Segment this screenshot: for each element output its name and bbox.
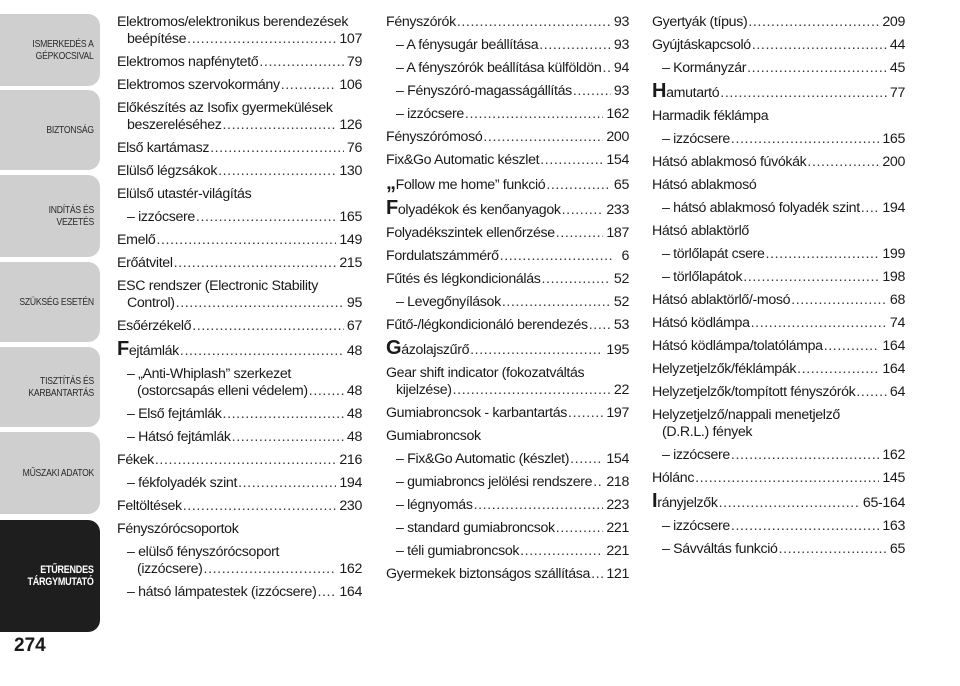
index-page-ref[interactable]: 187 — [606, 225, 629, 241]
index-entry — [117, 366, 362, 400]
index-entry — [117, 100, 362, 134]
leader-dots — [176, 295, 344, 312]
leader-dots — [500, 248, 612, 265]
index-page-ref[interactable]: 165 — [882, 131, 905, 147]
index-entry-text: Helyzetjelző/nappali menetjelző — [652, 407, 840, 423]
leader-dots — [731, 447, 879, 464]
index-entry — [652, 246, 905, 263]
index-entry — [117, 318, 362, 335]
index-entry-text: (ostorcsapás elleni védelem) — [137, 383, 308, 399]
index-entry-text: Hátsó ablaktörlő/-mosó — [652, 292, 791, 308]
leader-dots — [556, 520, 604, 537]
index-entry — [652, 407, 905, 441]
index-page-ref[interactable]: 53 — [613, 317, 629, 333]
index-page-ref[interactable]: 48 — [346, 383, 362, 399]
index-entry-text: kijelzése) — [396, 382, 452, 398]
index-entry-text: – fékfolyadék szint — [127, 475, 238, 491]
index-page-ref[interactable]: 154 — [606, 451, 629, 467]
index-entry — [386, 566, 629, 583]
index-page-ref[interactable]: 6 — [621, 248, 629, 264]
index-entry — [117, 54, 362, 71]
index-entry — [386, 405, 629, 422]
leader-dots — [238, 475, 336, 492]
index-entry — [652, 223, 905, 240]
leader-dots — [856, 384, 887, 401]
index-entry — [117, 429, 362, 446]
index-entry-text: Hátsó ablakmosó — [652, 177, 757, 193]
index-page-ref[interactable]: 164 — [882, 338, 905, 354]
index-entry — [386, 474, 629, 491]
index-entry-text: (izzócsere) — [137, 561, 203, 577]
index-entry-text: – A fényszórók beállítása külföldön — [396, 60, 602, 76]
index-entry-heading: Folyadékok és kenőanyagok — [386, 197, 561, 219]
chapter-tab-6[interactable] — [0, 432, 100, 514]
index-entry-text: Gyertyák (típus) — [652, 14, 748, 30]
chapter-tab-4[interactable] — [0, 262, 100, 342]
leader-dots — [210, 140, 344, 157]
index-entry — [117, 77, 362, 94]
index-entry-text: Gear shift indicator (fokozatváltás — [386, 365, 585, 381]
index-entry — [117, 140, 362, 157]
chapter-tab-5[interactable] — [0, 347, 100, 427]
index-entry-text: Folyadékszintek ellenőrzése — [386, 225, 555, 241]
leader-dots — [602, 60, 610, 77]
leader-dots — [591, 566, 603, 583]
index-entry-text: Esőérzékelő — [117, 318, 192, 334]
leader-dots — [542, 271, 611, 288]
index-entry — [117, 584, 362, 601]
index-page-ref[interactable]: 200 — [882, 154, 905, 170]
index-page-ref[interactable]: 94 — [613, 60, 629, 76]
index-page-ref[interactable]: 106 — [339, 77, 362, 93]
leader-dots — [807, 154, 879, 171]
index-page-ref[interactable]: 121 — [606, 566, 629, 582]
index-entry-text: – légnyomás — [396, 497, 473, 513]
index-entry-text: – standard gumiabroncsok — [396, 520, 555, 536]
index-page-ref[interactable]: 199 — [882, 246, 905, 262]
index-entry-heading: Irányjelzők — [652, 490, 718, 512]
index-entry — [117, 452, 362, 469]
leader-dots — [204, 561, 337, 578]
leader-dots — [824, 338, 880, 355]
chapter-tab-label: TISZTÍTÁS ÉS KARBANTARTÁS — [28, 375, 94, 399]
leader-dots — [751, 315, 887, 332]
index-entry — [386, 451, 629, 468]
index-entry — [386, 248, 629, 265]
index-entry — [386, 497, 629, 514]
index-page-ref[interactable]: 230 — [339, 498, 362, 514]
index-page-ref[interactable]: 48 — [346, 429, 362, 445]
index-entry-text: Feltöltések — [117, 498, 182, 514]
leader-dots — [223, 406, 344, 423]
index-entry — [652, 338, 905, 355]
index-page-ref[interactable]: 164 — [882, 361, 905, 377]
index-entry-text: Emelő — [117, 232, 156, 248]
index-entry-text: Harmadik féklámpa — [652, 108, 769, 124]
leader-dots — [474, 497, 604, 514]
index-page-ref[interactable]: 52 — [613, 271, 629, 287]
leader-dots — [317, 584, 336, 601]
index-entry-heading: Fejtámlák — [117, 338, 179, 360]
index-entry — [386, 83, 629, 100]
index-page-ref[interactable]: 149 — [339, 232, 362, 248]
leader-dots — [540, 152, 603, 169]
leader-dots — [731, 518, 879, 535]
page-number: 274 — [14, 635, 46, 656]
index-page-ref[interactable]: 130 — [339, 163, 362, 179]
index-entry — [117, 475, 362, 492]
leader-dots — [218, 163, 336, 180]
leader-dots — [791, 292, 887, 309]
leader-dots — [309, 383, 344, 400]
index-page-ref[interactable]: 154 — [606, 152, 629, 168]
index-entry — [386, 365, 629, 399]
leader-dots — [155, 452, 336, 469]
index-page-ref[interactable]: 95 — [346, 295, 362, 311]
index-entry — [386, 337, 629, 359]
index-entry — [652, 154, 905, 171]
index-entry-text: Erőátvitel — [117, 255, 173, 271]
index-entry-text: – izzócsere — [127, 209, 195, 225]
leader-dots — [281, 77, 337, 94]
index-page-ref[interactable]: 52 — [613, 294, 629, 310]
leader-dots — [748, 14, 879, 31]
index-page-ref[interactable]: 194 — [339, 475, 362, 491]
index-entry — [652, 518, 905, 535]
leader-dots — [222, 117, 336, 134]
leader-dots — [593, 474, 603, 491]
index-entry — [652, 60, 905, 77]
index-entry-text: Control) — [127, 295, 175, 311]
index-entry — [386, 14, 629, 31]
index-entry-text: – Első fejtámlák — [127, 406, 222, 422]
chapter-tab-2[interactable] — [0, 90, 100, 170]
index-entry — [386, 172, 629, 194]
index-entry — [652, 14, 905, 31]
index-entry — [652, 292, 905, 309]
index-page-ref[interactable]: 197 — [606, 405, 629, 421]
leader-dots — [695, 470, 879, 487]
index-entry-text: – elülső fényszórócsoport — [127, 544, 280, 560]
index-page-ref[interactable]: 195 — [606, 342, 629, 358]
index-entry — [386, 197, 629, 219]
leader-dots — [483, 129, 603, 146]
index-column-3 — [652, 14, 905, 564]
chapter-tab-7[interactable] — [0, 520, 100, 632]
chapter-tab-label: INDÍTÁS ÉS VEZETÉS — [48, 204, 94, 228]
index-page-ref[interactable]: 215 — [339, 255, 362, 271]
index-entry — [652, 447, 905, 464]
index-entry-text: Elektromos szervokormány — [117, 77, 280, 93]
index-entry — [652, 315, 905, 332]
index-page-ref[interactable]: 48 — [346, 406, 362, 422]
index-entry — [117, 521, 362, 538]
leader-dots — [187, 31, 336, 48]
leader-dots — [779, 541, 887, 558]
index-entry — [652, 361, 905, 378]
index-page-ref[interactable]: 77 — [889, 85, 905, 101]
index-entry-text: – izzócsere — [662, 447, 730, 463]
chapter-tab-label: SZÜKSÉG ESETÉN — [19, 296, 94, 308]
index-page-ref[interactable]: 22 — [613, 382, 629, 398]
index-entry — [386, 543, 629, 560]
leader-dots — [861, 200, 880, 217]
index-entry-text: Hátsó ködlámpa — [652, 315, 750, 331]
leader-dots — [589, 317, 611, 334]
index-entry — [117, 278, 362, 312]
leader-dots — [470, 342, 603, 359]
index-page-ref[interactable]: 126 — [339, 117, 362, 133]
index-entry-text: Elülső utastér-világítás — [117, 186, 252, 202]
index-entry-text: – Fényszóró-magasságállítás — [396, 83, 572, 99]
index-entry — [652, 541, 905, 558]
index-entry-text: – törlőlapát csere — [662, 246, 765, 262]
index-entry-text: Gyújtáskapcsoló — [652, 37, 751, 53]
leader-dots — [520, 543, 603, 560]
index-page-ref[interactable]: 164 — [339, 584, 362, 600]
chapter-tab-label: BIZTONSÁG — [46, 124, 94, 136]
index-entry-text: Előkészítés az Isofix gyermekülések — [117, 100, 333, 116]
index-page-ref[interactable]: 93 — [613, 83, 629, 99]
index-entry-text: beszereléséhez — [127, 117, 222, 133]
index-entry — [652, 490, 905, 512]
leader-dots — [457, 14, 611, 31]
index-entry — [386, 520, 629, 537]
index-page-ref[interactable]: 165 — [339, 209, 362, 225]
index-page-ref[interactable]: 48 — [346, 343, 362, 359]
leader-dots — [156, 232, 336, 249]
leader-dots — [720, 85, 887, 102]
index-entry-text: Fordulatszámmérő — [386, 248, 499, 264]
index-entry-heading: „Follow me home” funkció — [386, 172, 546, 194]
index-entry-text: Elülső légzsákok — [117, 163, 218, 179]
index-entry-text: Gumiabroncsok - karbantartás — [386, 405, 568, 421]
index-entry — [117, 338, 362, 360]
index-entry-text: Elektromos/elektronikus berendezések — [117, 14, 349, 30]
index-entry — [117, 544, 362, 578]
index-page-ref[interactable]: 200 — [606, 129, 629, 145]
leader-dots — [183, 498, 337, 515]
index-page-ref[interactable]: 44 — [889, 37, 905, 53]
index-entry-text: ESC rendszer (Electronic Stability — [117, 278, 318, 294]
index-entry — [117, 498, 362, 515]
index-page-ref[interactable]: 79 — [346, 54, 362, 70]
index-column-2 — [386, 14, 629, 589]
leader-dots — [192, 318, 344, 335]
index-page-ref[interactable]: 162 — [882, 447, 905, 463]
index-page-ref[interactable]: 65 — [613, 177, 629, 193]
index-entry-text: – A fénysugár beállítása — [396, 37, 539, 53]
leader-dots — [743, 269, 879, 286]
index-entry-text: – izzócsere — [662, 131, 730, 147]
index-entry — [386, 294, 629, 311]
chapter-tab-label: ETŰRENDES TÁRGYMUTATÓ — [27, 564, 94, 588]
leader-dots — [539, 37, 611, 54]
index-entry — [652, 470, 905, 487]
index-page-ref[interactable]: 64 — [889, 384, 905, 400]
index-entry — [386, 428, 629, 445]
index-entry — [386, 60, 629, 77]
index-entry — [652, 269, 905, 286]
index-entry-heading: Gázolajszűrő — [386, 337, 470, 359]
index-entry — [652, 80, 905, 102]
index-page-ref[interactable]: 218 — [606, 474, 629, 490]
index-entry-text: Fékek — [117, 452, 154, 468]
index-entry-text: Hátsó ablaktörlő — [652, 223, 749, 239]
leader-dots — [453, 382, 611, 399]
index-entry — [652, 384, 905, 401]
chapter-tab-label: ISMERKEDÉS A GÉPKOCSIVAL — [32, 38, 94, 62]
index-entry — [386, 129, 629, 146]
index-entry — [386, 106, 629, 123]
index-entry — [117, 186, 362, 203]
leader-dots — [573, 83, 611, 100]
index-page-ref[interactable]: 163 — [882, 518, 905, 534]
index-entry-heading: Hamutartó — [652, 80, 720, 102]
index-page-ref[interactable]: 67 — [346, 318, 362, 334]
leader-dots — [196, 209, 336, 226]
index-entry-text: – törlőlapátok — [662, 269, 743, 285]
index-entry-text: Hátsó ablakmosó fúvókák — [652, 154, 807, 170]
chapter-tab-1[interactable] — [0, 14, 100, 86]
index-entry — [652, 131, 905, 148]
index-entry — [652, 108, 905, 125]
index-entry-text: – hátsó lámpatestek (izzócsere) — [127, 584, 317, 600]
index-page-ref[interactable]: 223 — [606, 497, 629, 513]
index-page-ref[interactable]: 233 — [606, 202, 629, 218]
index-entry-text: Fix&Go Automatic készlet — [386, 152, 540, 168]
index-entry — [117, 163, 362, 180]
index-entry-text: – Hátsó fejtámlák — [127, 429, 231, 445]
index-entry-text: (D.R.L.) fények — [662, 424, 753, 440]
index-entry — [386, 225, 629, 242]
index-page-ref[interactable]: 76 — [346, 140, 362, 156]
index-column-1 — [117, 14, 362, 607]
index-page-ref[interactable]: 93 — [613, 37, 629, 53]
index-entry-text: – Fix&Go Automatic (készlet) — [396, 451, 570, 467]
index-page-ref[interactable]: 93 — [613, 14, 629, 30]
index-page-ref[interactable]: 209 — [882, 14, 905, 30]
leader-dots — [546, 177, 611, 194]
index-page-ref[interactable]: 221 — [606, 520, 629, 536]
index-page-ref[interactable]: 145 — [882, 470, 905, 486]
index-page-ref[interactable]: 162 — [606, 106, 629, 122]
index-entry — [386, 271, 629, 288]
index-entry-text: – gumiabroncs jelölési rendszere — [396, 474, 593, 490]
index-entry — [652, 200, 905, 217]
index-entry-text: Fényszórócsoportok — [117, 521, 239, 537]
index-entry-text: – izzócsere — [662, 518, 730, 534]
index-entry — [117, 232, 362, 249]
index-entry — [117, 406, 362, 423]
leader-dots — [502, 294, 611, 311]
index-entry-text: beépítése — [127, 31, 187, 47]
leader-dots — [731, 131, 879, 148]
index-entry-text: – hátsó ablakmosó folyadék szint — [662, 200, 860, 216]
leader-dots — [747, 60, 887, 77]
index-page-ref[interactable]: 216 — [339, 452, 362, 468]
leader-dots — [797, 361, 879, 378]
index-entry-text: – „Anti-Whiplash” szerkezet — [127, 366, 292, 382]
index-entry-text: – Levegőnyílások — [396, 294, 501, 310]
index-page-ref[interactable]: 162 — [339, 561, 362, 577]
leader-dots — [752, 37, 887, 54]
index-page-ref[interactable]: 68 — [889, 292, 905, 308]
index-entry-text: Hólánc — [652, 470, 695, 486]
leader-dots — [465, 106, 603, 123]
index-entry-text: Elektromos napfénytető — [117, 54, 259, 70]
index-entry-text: – téli gumiabroncsok — [396, 543, 520, 559]
index-entry — [652, 177, 905, 194]
leader-dots — [568, 405, 603, 422]
index-entry-text: – Kormányzár — [662, 60, 747, 76]
index-entry-text: Hátsó ködlámpa/tolatólámpa — [652, 338, 823, 354]
leader-dots — [719, 495, 860, 512]
index-entry-text: Helyzetjelzők/tompított fényszórók — [652, 384, 856, 400]
index-entry — [386, 37, 629, 54]
index-entry — [386, 152, 629, 169]
index-page-ref[interactable]: 65-164 — [862, 495, 905, 511]
index-entry-text: Gyermekek biztonságos szállítása — [386, 566, 591, 582]
index-page-ref[interactable]: 65 — [889, 541, 905, 557]
index-entry — [117, 14, 362, 48]
index-entry-text: Első kartámasz — [117, 140, 210, 156]
index-entry-text: Gumiabroncsok — [386, 428, 481, 444]
leader-dots — [562, 202, 604, 219]
leader-dots — [259, 54, 344, 71]
index-entry-text: Helyzetjelzők/féklámpák — [652, 361, 797, 377]
index-entry-text: – Sávváltás funkció — [662, 541, 778, 557]
index-page-ref[interactable]: 107 — [339, 31, 362, 47]
index-entry — [652, 37, 905, 54]
index-entry — [386, 317, 629, 334]
index-page-ref[interactable]: 198 — [882, 269, 905, 285]
chapter-tab-3[interactable] — [0, 175, 100, 257]
index-page-ref[interactable]: 194 — [882, 200, 905, 216]
index-page-ref[interactable]: 45 — [889, 60, 905, 76]
leader-dots — [766, 246, 880, 263]
index-entry-text: Fényszórómosó — [386, 129, 483, 145]
leader-dots — [232, 429, 344, 446]
leader-dots — [570, 451, 603, 468]
index-page-ref[interactable]: 221 — [606, 543, 629, 559]
chapter-tab-label: MŰSZAKI ADATOK — [22, 467, 94, 479]
index-entry-text: Fényszórók — [386, 14, 456, 30]
index-entry-text: Fűtés és légkondicionálás — [386, 271, 541, 287]
leader-dots — [174, 255, 337, 272]
leader-dots — [180, 343, 344, 360]
leader-dots — [556, 225, 604, 242]
index-page-ref[interactable]: 74 — [889, 315, 905, 331]
index-entry-text: Fűtő-/légkondicionáló berendezés — [386, 317, 588, 333]
index-entry-text: – izzócsere — [396, 106, 464, 122]
index-entry — [117, 209, 362, 226]
index-entry — [117, 255, 362, 272]
